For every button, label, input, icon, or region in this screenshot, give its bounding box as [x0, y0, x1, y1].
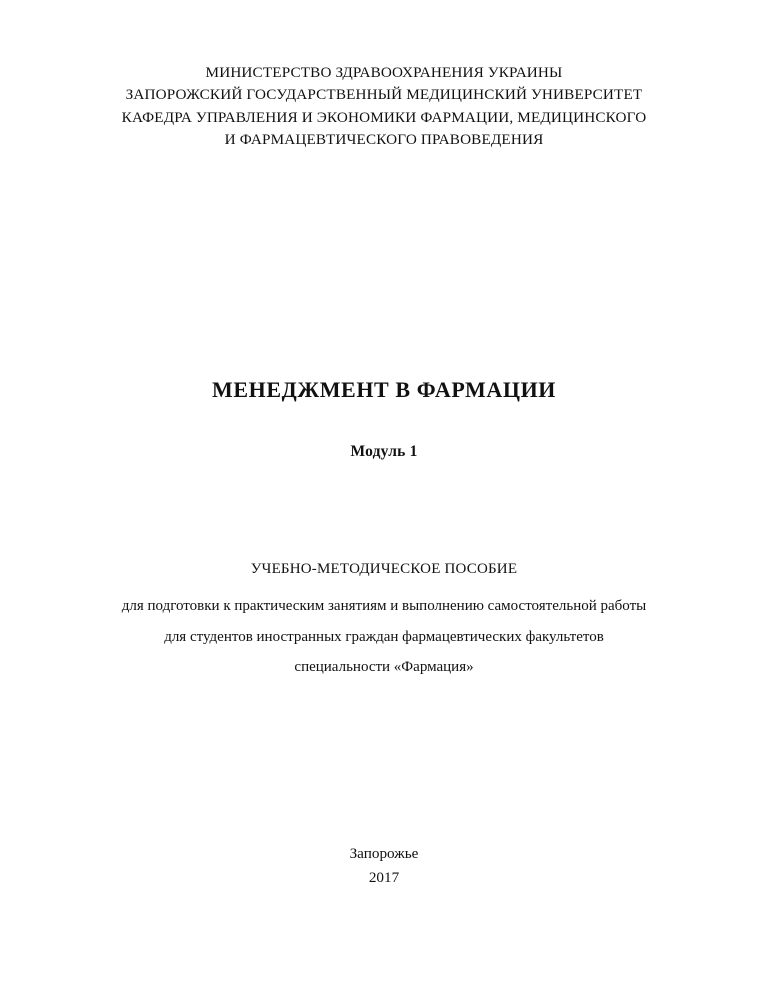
module-label: Модуль 1 [350, 443, 418, 460]
subtitle-description-line-2: для студентов иностранных граждан фармацевтических факультетов [164, 628, 604, 645]
subtitle-description-line-3: специальности «Фармация» [294, 659, 474, 675]
imprint-year: 2017 [368, 869, 400, 886]
masthead-line-department-2: И ФАРМАЦЕВТИЧЕСКОГО ПРАВОВЕДЕНИЯ [224, 131, 544, 149]
publication-kind: УЧЕБНО-МЕТОДИЧЕСКОЕ ПОСОБИЕ [250, 561, 518, 577]
subtitle-block [18, 559, 750, 683]
page-title: МЕНЕДЖМЕНТ В ФАРМАЦИИ [211, 376, 557, 402]
masthead-line-university: ЗАПОРОЖСКИЙ ГОСУДАРСТВЕННЫЙ МЕДИЦИНСКИЙ УНИВЕРСИТЕТ [125, 86, 643, 104]
masthead-line-department-1: КАФЕДРА УПРАВЛЕНИЯ И ЭКОНОМИКИ ФАРМАЦИИ, МЕДИЦИНСКОГО [121, 108, 647, 126]
institution-masthead [24, 62, 744, 152]
imprint [0, 842, 768, 890]
masthead-line-ministry: МИНИСТЕРСТВО ЗДРАВООХРАНЕНИЯ УКРАИНЫ [205, 64, 563, 81]
imprint-city: Запорожье [349, 845, 419, 862]
subtitle-description-line-1: для подготовки к практическим занятиям и выполнению самостоятельной работы [121, 598, 647, 614]
